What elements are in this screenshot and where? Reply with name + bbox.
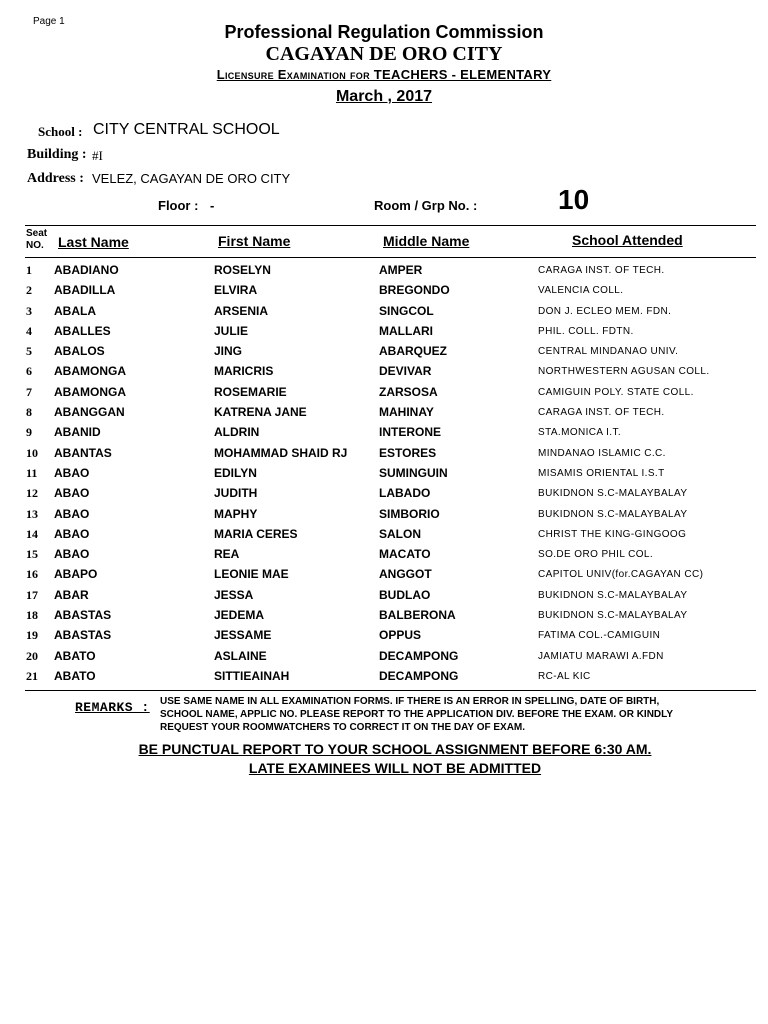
table-row bbox=[0, 263, 768, 283]
seat-number: 18 bbox=[26, 608, 38, 623]
seat-number: 19 bbox=[26, 628, 38, 643]
table-row bbox=[0, 567, 768, 587]
school-attended: MINDANAO ISLAMIC C.C. bbox=[538, 447, 666, 459]
first-name: ALDRIN bbox=[214, 425, 260, 440]
school-attended: CARAGA INST. OF TECH. bbox=[538, 265, 665, 276]
seat-number: 2 bbox=[26, 283, 32, 298]
school-attended: CAMIGUIN POLY. STATE COLL. bbox=[538, 386, 694, 398]
table-row bbox=[0, 385, 768, 405]
first-name: JESSA bbox=[214, 587, 254, 602]
room-number: 10 bbox=[558, 184, 590, 215]
last-name: ABAMONGA bbox=[54, 384, 126, 399]
first-name: KATRENA JANE bbox=[214, 405, 307, 420]
school-attended: BUKIDNON S.C-MALAYBALAY bbox=[538, 589, 688, 601]
middle-name: OPPUS bbox=[379, 628, 422, 643]
list-bottom-rule bbox=[25, 690, 756, 691]
school-attended: BUKIDNON S.C-MALAYBALAY bbox=[538, 610, 688, 622]
last-name: ABALLES bbox=[54, 323, 111, 338]
floor-label: Floor : bbox=[158, 198, 199, 213]
seat-number: 1 bbox=[26, 263, 32, 277]
seat-column-header bbox=[26, 228, 47, 252]
school-attended: CAPITOL UNIV(for.CAGAYAN CC) bbox=[538, 569, 704, 581]
last-name: ABALA bbox=[54, 303, 96, 318]
middle-name: ABARQUEZ bbox=[379, 344, 447, 359]
address-value: VELEZ, CAGAYAN DE ORO CITY bbox=[92, 171, 291, 186]
table-row bbox=[0, 628, 768, 648]
last-name: ABATO bbox=[54, 668, 96, 683]
school-attended: VALENCIA COLL. bbox=[538, 285, 624, 297]
middle-name: BREGONDO bbox=[379, 283, 450, 298]
building-value: #I bbox=[92, 148, 103, 163]
school-attended: FATIMA COL.-CAMIGUIN bbox=[538, 630, 661, 642]
school-value: CITY CENTRAL SCHOOL bbox=[93, 121, 280, 138]
middle-name: MACATO bbox=[379, 547, 431, 562]
table-row bbox=[0, 486, 768, 506]
last-name-header: Last Name bbox=[58, 234, 129, 250]
table-row bbox=[0, 649, 768, 669]
school-attended: MISAMIS ORIENTAL I.S.T bbox=[538, 467, 665, 479]
first-name: MARIA CERES bbox=[214, 526, 298, 541]
school-attended: CENTRAL MINDANAO UNIV. bbox=[538, 346, 679, 358]
last-name: ABAO bbox=[54, 486, 90, 501]
seat-number: 14 bbox=[26, 526, 38, 541]
exam-date: March , 2017 bbox=[335, 88, 433, 105]
school-attended: NORTHWESTERN AGUSAN COLL. bbox=[538, 366, 710, 378]
last-name: ABAR bbox=[54, 587, 89, 602]
last-name: ABAPO bbox=[54, 567, 98, 582]
table-row bbox=[0, 324, 768, 344]
middle-name: ZARSOSA bbox=[379, 384, 438, 399]
header-bottom-rule bbox=[25, 257, 756, 258]
middle-name: MAHINAY bbox=[379, 405, 434, 420]
school-attended: CHRIST THE KING-GINGOOG bbox=[538, 528, 687, 540]
first-name: JUDITH bbox=[214, 486, 258, 501]
seat-number: 4 bbox=[26, 323, 32, 338]
school-attended: RC-AL KIC bbox=[538, 670, 591, 682]
middle-name: BALBERONA bbox=[379, 608, 456, 623]
school-attended: BUKIDNON S.C-MALAYBALAY bbox=[538, 488, 688, 500]
middle-name: SINGCOL bbox=[379, 303, 434, 318]
first-name: JEDEMA bbox=[214, 608, 265, 623]
first-name: REA bbox=[214, 547, 240, 562]
middle-name: MALLARI bbox=[379, 323, 433, 338]
last-name: ABALOS bbox=[54, 344, 105, 359]
seat-number: 20 bbox=[26, 648, 38, 663]
table-row bbox=[0, 446, 768, 466]
first-name: ROSEMARIE bbox=[214, 384, 287, 399]
first-name: ELVIRA bbox=[214, 283, 258, 298]
seat-number: 11 bbox=[26, 465, 38, 480]
last-name: ABANGGAN bbox=[54, 405, 125, 420]
room-label: Room / Grp No. : bbox=[374, 198, 478, 213]
seat-number: 8 bbox=[26, 405, 32, 420]
table-row bbox=[0, 527, 768, 547]
city-title: CAGAYAN DE ORO CITY bbox=[265, 43, 503, 65]
school-label: School : bbox=[38, 124, 83, 139]
seat-number: 12 bbox=[26, 486, 38, 501]
remarks-label: REMARKS : bbox=[75, 700, 150, 715]
school-attended: JAMIATU MARAWI A.FDN bbox=[538, 650, 664, 662]
seat-header-line1: Seat bbox=[26, 228, 48, 239]
last-name: ABAMONGA bbox=[54, 364, 126, 379]
seat-header-line2: NO. bbox=[26, 240, 44, 251]
late-notice: LATE EXAMINEES WILL NOT BE ADMITTED bbox=[248, 760, 542, 776]
school-attended: BUKIDNON S.C-MALAYBALAY bbox=[538, 508, 688, 520]
first-name: ASLAINE bbox=[214, 648, 267, 663]
first-name: MOHAMMAD SHAID RJ bbox=[214, 445, 348, 460]
table-row bbox=[0, 405, 768, 425]
seat-number: 10 bbox=[26, 445, 38, 460]
exam-title: Licensure Examination for TEACHERS - ELEMENTARY bbox=[216, 67, 552, 82]
last-name: ABAO bbox=[54, 506, 90, 521]
table-row bbox=[0, 669, 768, 689]
middle-name: DECAMPONG bbox=[379, 648, 459, 663]
table-row bbox=[0, 588, 768, 608]
middle-name: SUMINGUIN bbox=[379, 465, 448, 480]
first-name: ROSELYN bbox=[214, 263, 271, 277]
middle-name: ANGGOT bbox=[379, 567, 432, 582]
agency-title: Professional Regulation Commission bbox=[224, 22, 544, 42]
last-name: ABASTAS bbox=[54, 608, 112, 623]
last-name: ABAO bbox=[54, 465, 90, 480]
seat-number: 7 bbox=[26, 384, 32, 399]
last-name: ABADIANO bbox=[54, 263, 119, 277]
middle-name: BUDLAO bbox=[379, 587, 431, 602]
middle-name: AMPER bbox=[379, 263, 423, 277]
last-name: ABANTAS bbox=[54, 445, 112, 460]
table-row bbox=[0, 364, 768, 384]
first-name: JESSAME bbox=[214, 628, 272, 643]
seat-number: 9 bbox=[26, 425, 32, 440]
seat-number: 16 bbox=[26, 567, 38, 582]
school-attended: STA.MONICA I.T. bbox=[538, 427, 622, 439]
first-name: JULIE bbox=[214, 323, 249, 338]
punctuality-notice: BE PUNCTUAL REPORT TO YOUR SCHOOL ASSIGNMENT BEFORE 6:30 AM. bbox=[138, 741, 652, 757]
last-name: ABAO bbox=[54, 547, 90, 562]
last-name: ABATO bbox=[54, 648, 96, 663]
last-name: ABANID bbox=[54, 425, 101, 440]
table-row bbox=[0, 283, 768, 303]
header-top-rule bbox=[25, 225, 756, 226]
table-row bbox=[0, 344, 768, 364]
building-label: Building : bbox=[27, 147, 87, 162]
middle-name: LABADO bbox=[379, 486, 431, 501]
school-attended-header: School Attended bbox=[572, 232, 683, 248]
remarks-text: USE SAME NAME IN ALL EXAMINATION FORMS. IF THERE IS AN ERROR IN SPELLING, DATE OF BIRTH, SCHOOL NAME, APPLIC NO. PLEASE REPORT TO THE APPLICATION DIV. BEFORE THE EXAM. OR KINDLY REQUEST YOUR ROOMWATCHERS TO CORRECT IT ON THE DAY OF EXAM. bbox=[160, 696, 673, 733]
table-row bbox=[0, 304, 768, 324]
first-name: SITTIEAINAH bbox=[214, 668, 290, 683]
first-name: MARICRIS bbox=[214, 364, 274, 379]
first-name: ARSENIA bbox=[214, 303, 269, 318]
table-row bbox=[0, 507, 768, 527]
table-row bbox=[0, 608, 768, 628]
first-name: MAPHY bbox=[214, 506, 258, 521]
school-attended: DON J. ECLEO MEM. FDN. bbox=[538, 305, 672, 317]
school-attended: PHIL. COLL. FDTN. bbox=[538, 325, 634, 337]
middle-name: SALON bbox=[379, 526, 421, 541]
seat-number: 15 bbox=[26, 547, 38, 562]
table-row bbox=[0, 425, 768, 445]
table-row bbox=[0, 547, 768, 567]
address-label: Address : bbox=[27, 171, 84, 186]
first-name: LEONIE MAE bbox=[214, 567, 289, 582]
middle-name: DEVIVAR bbox=[379, 364, 432, 379]
middle-name: SIMBORIO bbox=[379, 506, 440, 521]
middle-name: INTERONE bbox=[379, 425, 442, 440]
school-attended: SO.DE ORO PHIL COL. bbox=[538, 549, 654, 561]
floor-value: - bbox=[210, 198, 215, 213]
middle-name: ESTORES bbox=[379, 445, 437, 460]
school-attended: CARAGA INST. OF TECH. bbox=[538, 407, 665, 419]
examinee-list bbox=[0, 263, 768, 689]
seat-number: 3 bbox=[26, 303, 32, 318]
first-name-header: First Name bbox=[218, 233, 291, 249]
first-name: JING bbox=[214, 344, 243, 359]
seat-number: 5 bbox=[26, 344, 32, 359]
page-number: Page 1 bbox=[33, 16, 65, 27]
last-name: ABASTAS bbox=[54, 628, 112, 643]
last-name: ABADILLA bbox=[54, 283, 116, 298]
middle-name: DECAMPONG bbox=[379, 668, 459, 683]
seat-number: 17 bbox=[26, 587, 38, 602]
middle-name-header: Middle Name bbox=[383, 233, 470, 249]
seat-number: 6 bbox=[26, 364, 32, 379]
seat-number: 13 bbox=[26, 506, 38, 521]
first-name: EDILYN bbox=[214, 465, 257, 480]
last-name: ABAO bbox=[54, 526, 90, 541]
table-row bbox=[0, 466, 768, 486]
seat-number: 21 bbox=[26, 668, 38, 683]
